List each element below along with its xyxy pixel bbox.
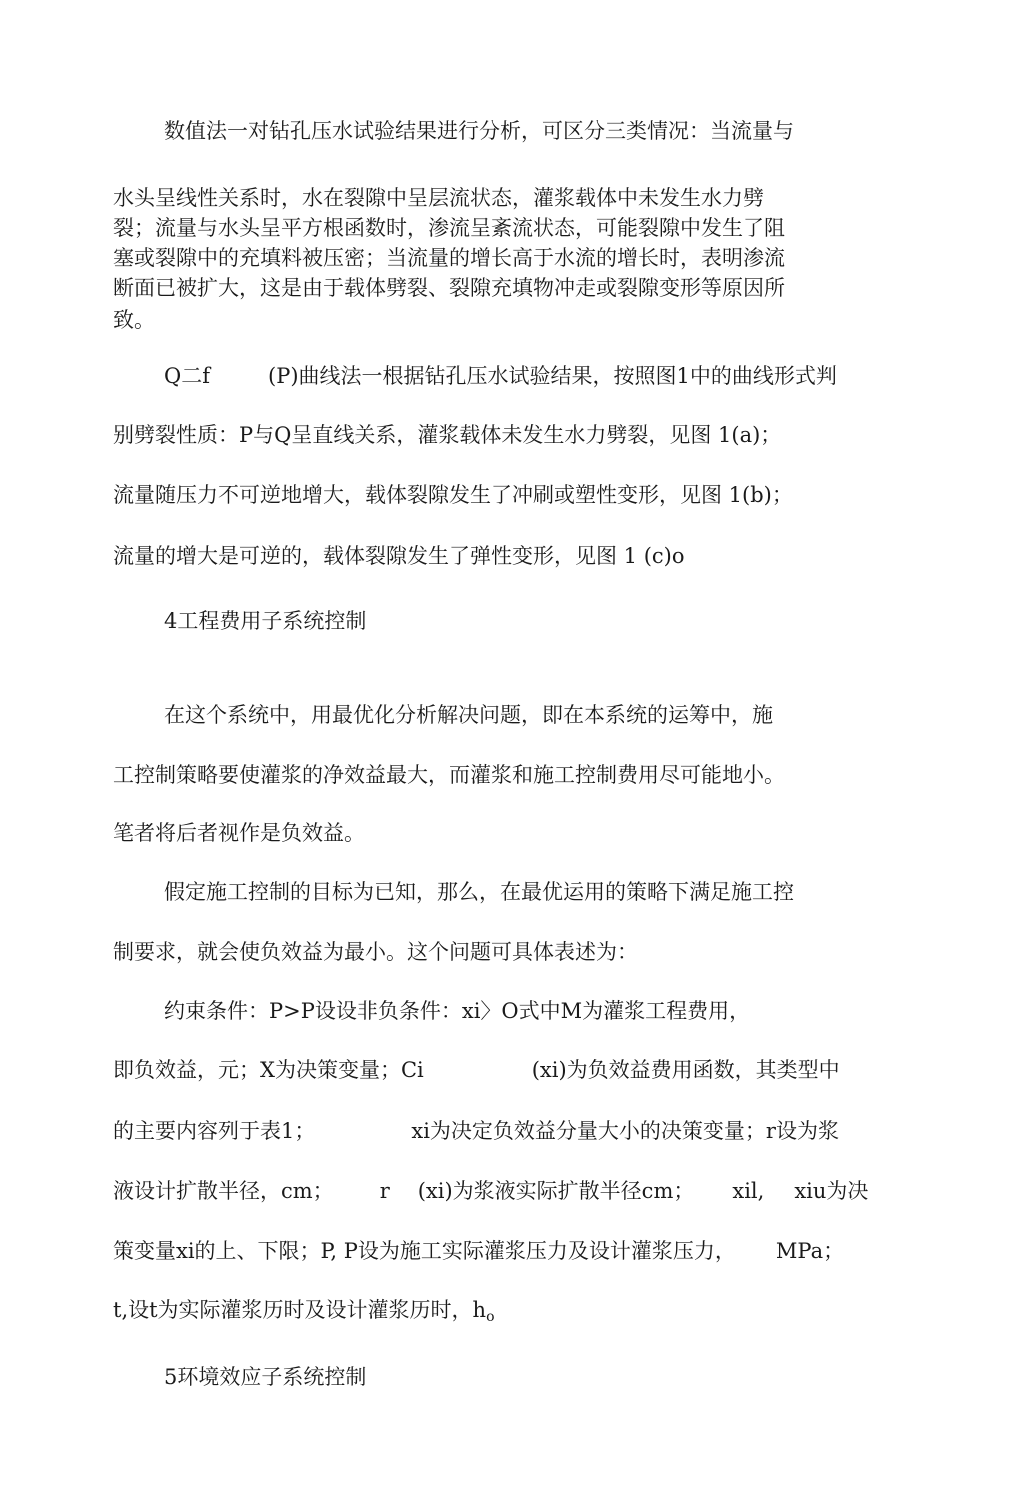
paragraph-line bbox=[113, 1236, 844, 1266]
formula-text: r bbox=[379, 1179, 390, 1203]
paragraph-line: 流量随压力不可逆地增大，载体裂隙发生了冲刷或塑性变形，见图 1(b)； bbox=[113, 483, 793, 507]
paragraph-line: 裂；流量与水头呈平方根函数时，渗流呈紊流状态，可能裂隙中发生了阻 bbox=[113, 216, 785, 240]
paragraph-line: 制要求，就会使负效益为最小。这个问题可具体表述为： bbox=[113, 940, 638, 964]
paragraph-text: 即负效益，元；X为决策变量；Ci bbox=[113, 1058, 424, 1082]
paragraph-line: 断面已被扩大，这是由于载体劈裂、裂隙充填物冲走或裂隙变形等原因所 bbox=[113, 276, 785, 300]
paragraph-text: (xi)为浆液实际扩散半径cm； bbox=[417, 1179, 695, 1203]
formula-text: Q二f bbox=[164, 364, 210, 388]
paragraph-line bbox=[113, 1176, 868, 1206]
paragraph-line: 笔者将后者视作是负效益。 bbox=[113, 821, 365, 845]
section-heading: 4工程费用子系统控制 bbox=[164, 609, 367, 633]
paragraph-line bbox=[113, 1116, 839, 1146]
paragraph-line: 致。 bbox=[113, 308, 155, 332]
paragraph-line: 在这个系统中，用最优化分析解决问题，即在本系统的运筹中，施 bbox=[164, 703, 773, 727]
paragraph-line: 约束条件：P>P设设非负条件：xi〉O式中M为灌浆工程费用， bbox=[164, 999, 751, 1023]
paragraph-text: 的主要内容列于表1； bbox=[113, 1119, 316, 1143]
paragraph-line: 水头呈线性关系时，水在裂隙中呈层流状态，灌浆载体中未发生水力劈 bbox=[113, 186, 764, 210]
paragraph-line bbox=[113, 1055, 840, 1085]
paragraph-text: xiu为决 bbox=[794, 1179, 869, 1203]
paragraph-text: (xi)为负效益费用函数，其类型中 bbox=[531, 1058, 840, 1082]
paragraph-text: (P)曲线法一根据钻孔压水试验结果，按照图1中的曲线形式判 bbox=[268, 364, 837, 388]
paragraph-line bbox=[113, 1295, 495, 1332]
paragraph-text: 策变量xi的上、下限；P, P设为施工实际灌浆压力及设计灌浆压力， bbox=[113, 1239, 736, 1263]
section-heading: 5环境效应子系统控制 bbox=[164, 1365, 367, 1389]
subscript-text: o bbox=[486, 1309, 495, 1325]
paragraph-text: 液设计扩散半径，cm； bbox=[113, 1179, 334, 1203]
paragraph-line: 数值法一对钻孔压水试验结果进行分析，可区分三类情况：当流量与 bbox=[164, 119, 794, 143]
paragraph-text: xi为决定负效益分量大小的决策变量；r设为浆 bbox=[411, 1119, 839, 1143]
paragraph-text: t,设t为实际灌浆历时及设计灌浆历时，h bbox=[113, 1298, 487, 1322]
formula-text: xil, bbox=[732, 1179, 765, 1203]
paragraph-line: 假定施工控制的目标为已知，那么，在最优运用的策略下满足施工控 bbox=[164, 880, 794, 904]
paragraph-line bbox=[164, 361, 837, 391]
paragraph-line: 工控制策略要使灌浆的净效益最大，而灌浆和施工控制费用尽可能地小。 bbox=[113, 763, 785, 787]
paragraph-line: 流量的增大是可逆的，载体裂隙发生了弹性变形，见图 1 (c)o bbox=[113, 544, 685, 568]
paragraph-line: 别劈裂性质：P与Q呈直线关系，灌浆载体未发生水力劈裂，见图 1(a)； bbox=[113, 423, 782, 447]
unit-text: MPa； bbox=[775, 1239, 845, 1263]
paragraph-line: 塞或裂隙中的充填料被压密；当流量的增长高于水流的增长时，表明渗流 bbox=[113, 246, 785, 270]
